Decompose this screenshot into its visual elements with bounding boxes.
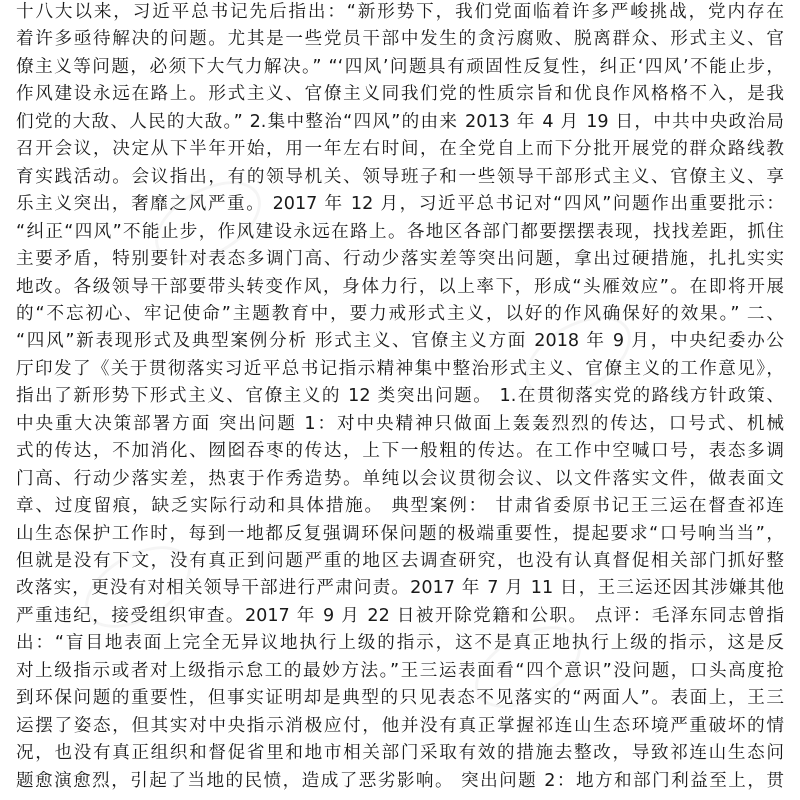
text-line: 厅印发了《关于贯彻落实习近平总书记指示精神集中整治形式主义、官僚主义的工作意见》， xyxy=(16,358,784,379)
text-line: 着许多亟待解决的问题。尤其是一些党员干部中发生的贪污腐败、脱离群众、形式主义、官 xyxy=(16,29,784,50)
text-line: 况，也没有真正组织和督促省里和地市相关部门采取有效的措施去整改，导致祁连山生态问 xyxy=(16,743,784,764)
text-line: 主要矛盾，特别要针对表态多调门高、行动少落实差等突出问题，拿出过硬措施，扎扎实实 xyxy=(16,249,784,270)
text-line: 育实践活动。会议指出，有的领导机关、领导班子和一些领导干部形式主义、官僚主义、享 xyxy=(16,166,784,187)
text-line: 对上级指示或者对上级指示怠工的最妙方法。”王三运表面看“四个意识”没问题，口头高度抢 xyxy=(16,660,784,681)
text-line: 的“不忘初心、牢记使命”主题教育中，要力戒形式主义，以好的作风确保好的效果。” 二、 xyxy=(16,303,784,324)
text-line: 门高、行动少落实差，热衷于作秀造势。单纯以会议贯彻会议、以文件落实文件，做表面文 xyxy=(16,468,784,489)
text-line: 章、过度留痕，缺乏实际行动和具体措施。 典型案例： 甘肃省委原书记王三运在督查祁连 xyxy=(16,496,784,517)
text-line: 僚主义等问题，必须下大气力解决。” “‘四风’问题具有顽固性反复性，纠正‘四风’不能止步， xyxy=(16,56,784,77)
text-line: 严重违纪，接受组织审查。2017 年 9 月 22 日被开除党籍和公职。 点评：毛泽东同志曾指 xyxy=(16,605,784,626)
text-line: “纠正“四风”不能止步，作风建设永远在路上。各地区各部门都要摆摆表现，找找差距，抓住 xyxy=(16,221,784,242)
text-line: 乐主义突出，奢靡之风严重。 2017 年 12 月，习近平总书记对“四风”问题作出重要批示： xyxy=(16,194,784,215)
text-line: 十八大以来，习近平总书记先后指出：“新形势下，我们党面临着许多严峻挑战，党内存在 xyxy=(16,2,784,22)
text-line: 指出了新形势下形式主义、官僚主义的 12 类突出问题。 1.在贯彻落实党的路线方针政策、 xyxy=(16,386,784,407)
text-line: 运摆了姿态，但其实对中央指示消极应付，他并没有真正掌握祁连山生态环境严重破坏的情 xyxy=(16,715,784,736)
text-line: 们党的大敌、人民的大敌。” 2.集中整治“四风”的由来 2013 年 4 月 19 日，中共中央政治局 xyxy=(16,111,784,132)
text-line: 到环保问题的重要性，但事实证明却是典型的只见表态不见落实的“两面人”。表面上，王三 xyxy=(16,688,784,709)
text-line: 改落实，更没有对相关领导干部进行严肃问责。2017 年 7 月 11 日，王三运还因其涉嫌其他 xyxy=(16,578,784,599)
text-line: 地改。各级领导干部要带头转变作风，身体力行，以上率下，形成“头雁效应”。在即将开展 xyxy=(16,276,784,297)
text-line: 中央重大决策部署方面 突出问题 1：对中央精神只做面上轰轰烈烈的传达，口号式、机械 xyxy=(16,413,784,434)
text-line: 作风建设永远在路上。形式主义、官僚主义同我们党的性质宗旨和优良作风格格不入，是我 xyxy=(16,84,784,105)
text-line: 式的传达，不加消化、囫囵吞枣的传达，上下一般粗的传达。在工作中空喊口号，表态多调 xyxy=(16,441,784,462)
text-line: 山生态保护工作时，每到一地都反复强调环保问题的极端重要性，提起要求“口号响当当”， xyxy=(16,523,784,544)
text-line: 但就是没有下文，没有真正到问题严重的地区去调查研究，也没有认真督促相关部门抓好整 xyxy=(16,551,784,571)
text-line: 召开会议，决定从下半年开始，用一年左右时间，在全党自上而下分批开展党的群众路线教 xyxy=(16,139,784,160)
text-line: 题愈演愈烈，引起了当地的民愤，造成了恶劣影响。 突出问题 2：地方和部门利益至上，贯 xyxy=(16,770,784,791)
text-line: “四风”新表现形式及典型案例分析 形式主义、官僚主义方面 2018 年 9 月，中央纪委办公 xyxy=(16,331,784,352)
text-line: 出：“盲目地表面上完全无异议地执行上级的指示，这不是真正地执行上级的指示，这是反 xyxy=(16,633,784,654)
